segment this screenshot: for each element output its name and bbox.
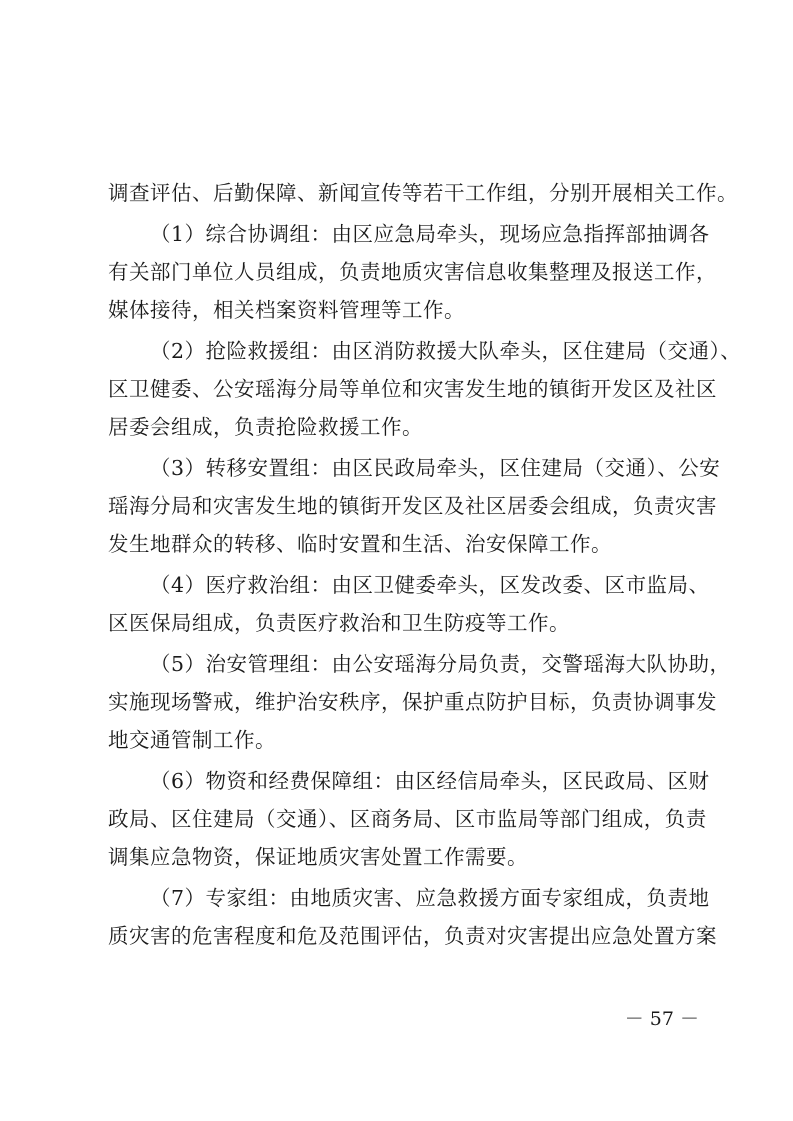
text-line-14: 实施现场警戒，维护治安秩序，保护重点防护目标，负责协调事发 (108, 690, 717, 714)
text-line-18: 调集应急物资，保证地质灾害处置工作需要。 (108, 845, 528, 869)
text-line-17: 政局、区住建局（交通）、区商务局、区市监局等部门组成，负责 (108, 807, 707, 831)
text-line-8: （3）转移安置组：由区民政局牵头，区住建局（交通）、公安 (150, 456, 721, 480)
text-line-1: 调查评估、后勤保障、新闻宣传等若干工作组，分别开展相关工作。 (108, 181, 738, 205)
text-line-11: （4）医疗救治组：由区卫健委牵头，区发改委、区市监局、 (150, 573, 710, 597)
text-line-6: 区卫健委、公安瑶海分局等单位和灾害发生地的镇街开发区及社区 (108, 377, 717, 401)
text-line-10: 发生地群众的转移、临时安置和生活、治安保障工作。 (108, 532, 612, 556)
text-line-15: 地交通管制工作。 (108, 728, 276, 752)
page-number: － 57 － (624, 1008, 699, 1030)
text-line-5: （2）抢险救援组：由区消防救援大队牵头，区住建局（交通）、 (150, 339, 742, 363)
text-line-19: （7）专家组：由地质灾害、应急救援方面专家组成，负责地 (150, 886, 710, 910)
text-line-7: 居委会组成，负责抢险救援工作。 (108, 415, 423, 439)
text-line-13: （5）治安管理组：由公安瑶海分局负责，交警瑶海大队协助， (150, 652, 731, 676)
text-line-9: 瑶海分局和灾害发生地的镇街开发区及社区居委会组成，负责灾害 (108, 494, 717, 518)
text-line-3: 有关部门单位人员组成，负责地质灾害信息收集整理及报送工作， (108, 260, 717, 284)
text-line-2: （1）综合协调组：由区应急局牵头，现场应急指挥部抽调各 (150, 222, 710, 246)
text-line-4: 媒体接待，相关档案资料管理等工作。 (108, 298, 465, 322)
text-line-12: 区医保局组成，负责医疗救治和卫生防疫等工作。 (108, 611, 570, 635)
text-line-20: 质灾害的危害程度和危及范围评估，负责对灾害提出应急处置方案 (108, 924, 717, 948)
text-line-16: （6）物资和经费保障组：由区经信局牵头，区民政局、区财 (150, 769, 710, 793)
